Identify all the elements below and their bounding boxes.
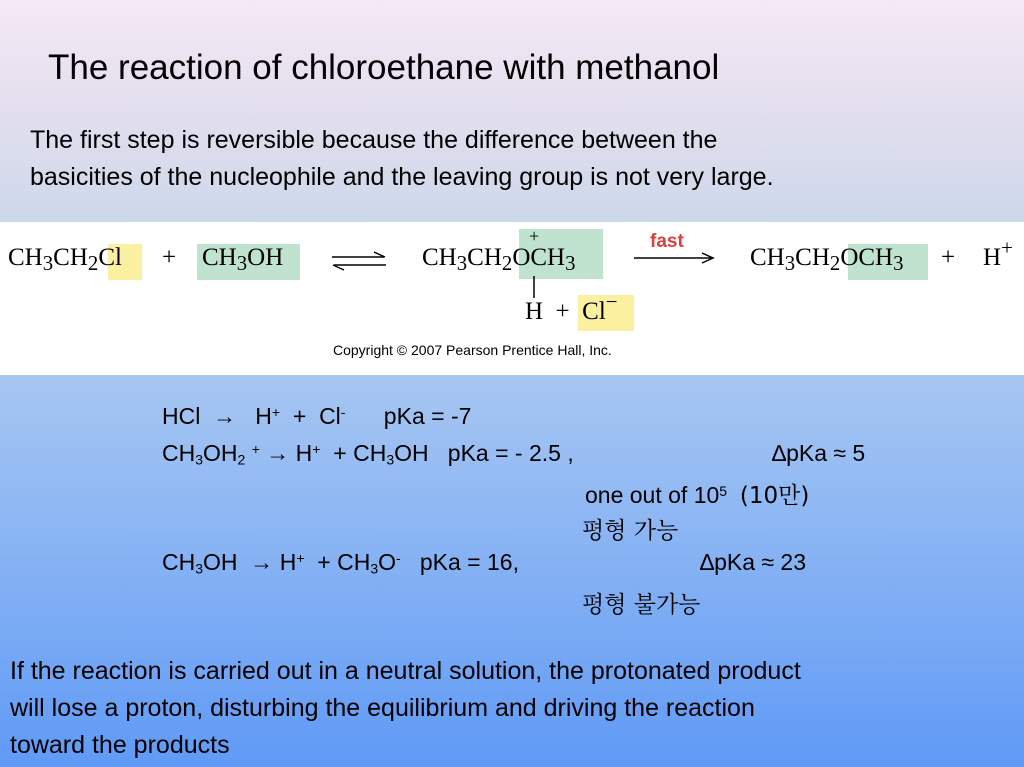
methanol-dissociation: $CH_3OH \to H^+ + CH_3O^-$ pKa = 16,	[162, 549, 519, 577]
copyright-notice: Copyright © 2007 Pearson Prentice Hall, Inc.	[333, 342, 612, 358]
fast-label: fast	[650, 231, 684, 252]
methanol: $CH_3OH$	[202, 244, 284, 276]
intro-text	[30, 122, 774, 196]
conclusion-text	[10, 653, 801, 764]
hcl-dissociation: HCl → H+ + Cl- pKa = -7	[162, 403, 472, 429]
one-out-of: one out of $10^5$ (10만)	[585, 482, 810, 509]
positive-charge: +	[529, 226, 540, 246]
intro-line-1: The first step is reversible because the difference between the	[30, 126, 718, 154]
plus-sign-2: +	[941, 244, 956, 271]
ethyl-methyl-ether: $CH_3CH_2OCH_3$	[750, 244, 904, 276]
conclusion-line-1: If the reaction is carried out in a neutral solution, the protonated product	[10, 657, 801, 685]
equilibrium-arrow-icon	[330, 251, 388, 271]
forward-arrow-icon	[632, 252, 716, 264]
proton: H+	[983, 235, 1013, 271]
plus-sign-1: +	[162, 244, 177, 271]
methyloxonium-dissociation: $CH_3OH_2$ $^+ \to H^+ + CH_3OH$ pKa = - 2.5 ,	[162, 440, 574, 468]
bond-line	[532, 276, 536, 298]
reaction-scheme-figure	[0, 222, 1024, 375]
methanol-delta-pka: ∆pKa ≈ 23	[700, 549, 806, 575]
slide-title: The reaction of chloroethane with methanol	[48, 48, 720, 87]
methyloxonium-pka: pKa = - 2.5 ,	[447, 440, 574, 466]
methyloxonium-delta-pka: ∆pKa ≈ 5	[772, 440, 866, 466]
equilibrium-possible-note: 평형 가능	[582, 518, 679, 544]
methanol-pka: pKa = 16,	[419, 549, 519, 575]
protonated-ether: $CH_3CH_2OCH_3$	[422, 244, 576, 276]
chloroethane: $CH_3CH_2Cl$	[8, 244, 122, 276]
conclusion-line-3: toward the products	[10, 731, 230, 759]
equilibrium-impossible-note: 평형 불가능	[582, 592, 701, 618]
conclusion-line-2: will lose a proton, disturbing the equilibrium and driving the reaction	[10, 694, 755, 722]
proton-and-chloride: H + Cl−	[525, 289, 618, 325]
intro-line-2: basicities of the nucleophile and the leaving group is not very large.	[30, 163, 774, 191]
